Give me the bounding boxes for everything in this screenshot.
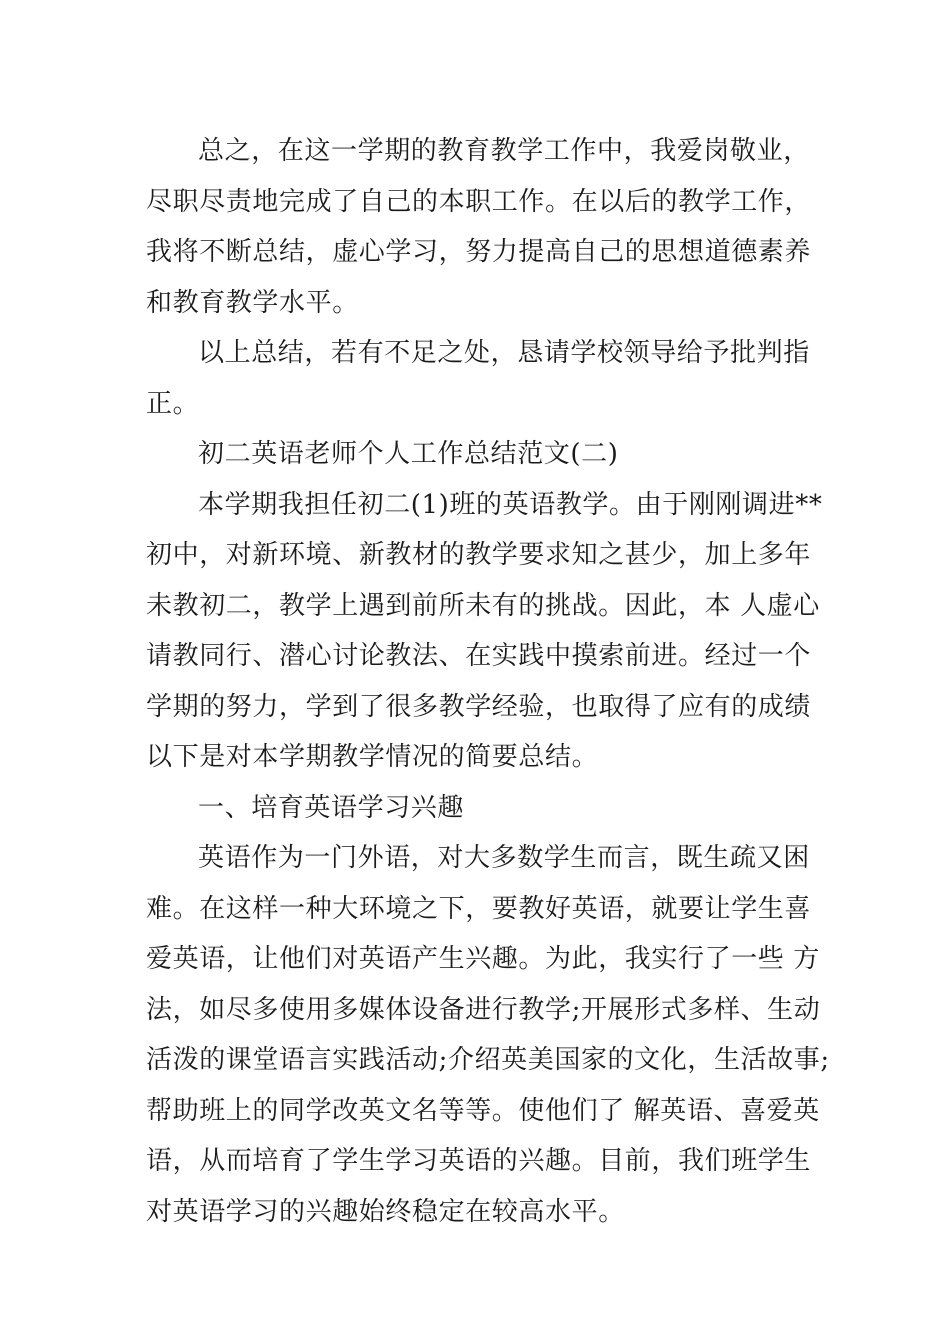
section-title: 初二英语老师个人工作总结范文(二) bbox=[198, 439, 619, 469]
paragraph-line: 爱英语，让他们对英语产生兴趣。为此，我实行了一些 方 bbox=[146, 944, 820, 974]
paragraph-line: 学期的努力，学到了很多教学经验，也取得了应有的成绩 bbox=[146, 691, 812, 722]
paragraph-line: 正。 bbox=[146, 388, 200, 419]
paragraph-line: 活泼的课堂语言实践活动;介绍英美国家的文化，生活故事; bbox=[146, 1045, 830, 1075]
document-body bbox=[146, 126, 830, 1237]
paragraph-line: 总之，在这一学期的教育教学工作中，我爱岗敬业， bbox=[198, 136, 810, 166]
paragraph-line: 初中，对新环境、新教材的教学要求知之甚少，加上多年 bbox=[146, 540, 812, 570]
section-heading: 一、培育英语学习兴趣 bbox=[198, 792, 465, 823]
paragraph-line: 难。在这样一种大环境之下，要教好英语，就要让学生喜 bbox=[146, 893, 812, 924]
paragraph-line: 英语作为一门外语，对大多数学生而言，既生疏又困 bbox=[198, 843, 810, 873]
paragraph-line: 和教育教学水平。 bbox=[146, 287, 359, 318]
paragraph-line: 以下是对本学期教学情况的简要总结。 bbox=[146, 742, 599, 772]
paragraph-line: 对英语学习的兴趣始终稳定在较高水平。 bbox=[146, 1196, 625, 1227]
paragraph-line: 我将不断总结，虚心学习，努力提高自己的思想道德素养 bbox=[146, 237, 812, 267]
paragraph-line: 帮助班上的同学改英文名等等。使他们了 解英语、喜爱英 bbox=[146, 1095, 820, 1126]
paragraph-line: 法，如尽多使用多媒体设备进行教学;开展形式多样、生动 bbox=[146, 994, 821, 1025]
paragraph-line: 尽职尽责地完成了自己的本职工作。在以后的教学工作， bbox=[146, 186, 812, 217]
paragraph-line: 本学期我担任初二(1)班的英语教学。由于刚刚调进** bbox=[198, 489, 823, 520]
paragraph-line: 未教初二，教学上遇到前所未有的挑战。因此，本 人虚心 bbox=[146, 590, 820, 621]
paragraph-line: 请教同行、潜心讨论教法、在实践中摸索前进。经过一个 bbox=[146, 641, 812, 671]
paragraph-line: 语，从而培育了学生学习英语的兴趣。目前，我们班学生 bbox=[146, 1146, 812, 1176]
paragraph-line: 以上总结，若有不足之处，恳请学校领导给予批判指 bbox=[198, 338, 810, 368]
